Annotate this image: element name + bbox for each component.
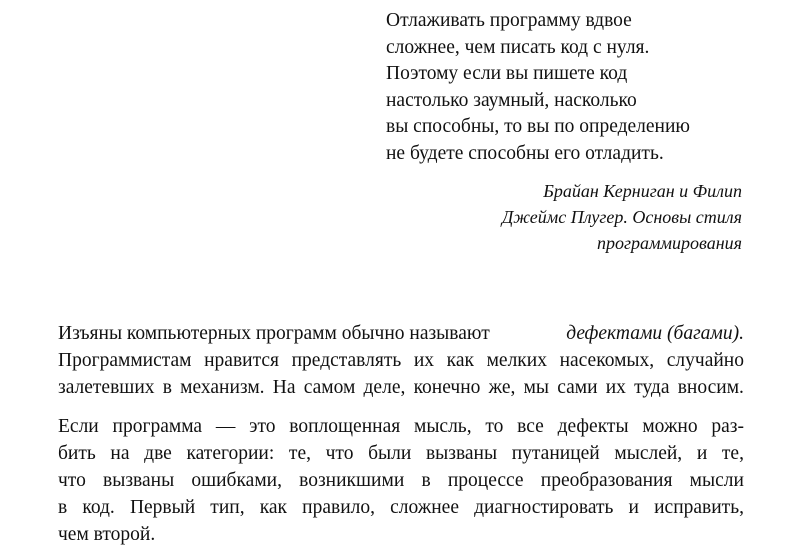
word: вызваны [103,470,175,491]
paragraph-line [58,374,744,401]
word: те, [721,443,744,464]
attribution-line: Джеймс Плугер. Основы стиля [501,207,742,227]
epigraph-line: настолько заумный, насколько [386,89,637,111]
epigraph-line: Отлаживать программу вдвое [386,10,632,31]
word: деле, [363,377,406,398]
epigraph-quote [386,8,786,167]
word: тип, [210,497,245,518]
word: представлять [291,350,402,371]
word: то [485,416,504,437]
attribution-line: Брайан Керниган и Филип [543,181,742,201]
paragraph-line [58,494,744,521]
word: что [325,443,354,464]
word: две [144,443,172,464]
body-text [58,320,744,560]
paragraph-line [58,320,744,347]
epigraph-line: вы способны, то вы по определению [386,116,690,137]
word: вносим. [677,377,744,398]
attribution-line: программирования [597,233,742,253]
word: как [446,350,474,371]
paragraph-text: Изъяны компьютерных программ обычно называют [58,323,490,344]
word: это [249,416,276,437]
paragraph-1 [58,320,744,401]
word: мыслей, [614,443,683,464]
word: механизм. [180,377,265,398]
word: Если [58,416,99,437]
word: в [421,470,431,491]
word: самом [303,377,356,398]
word: в [58,497,68,518]
epigraph-attribution [502,178,742,256]
word: правило, [302,497,375,518]
epigraph-line: не будете способны его отладить. [386,142,664,164]
word: раз- [711,416,744,437]
word: и [628,497,639,518]
word: те, [288,443,311,464]
word: Первый [129,497,196,518]
word: вызваны [425,443,498,464]
word: — [215,416,236,437]
paragraph-line [58,467,744,494]
word: диагностировать [474,497,614,518]
word: путаницей [511,443,600,464]
emphasis-term: дефектами (багами). [566,323,744,344]
word: На [272,377,296,398]
word: сами [557,377,598,398]
word: случайно [666,350,744,371]
word: мелких [486,350,547,371]
word: код. [82,497,115,518]
word: категории: [186,443,275,464]
word: были [368,443,412,464]
word: в [162,377,172,398]
word: процессе [447,470,524,491]
paragraph-line [58,413,744,440]
word: исправить, [654,497,744,518]
word: преобразования [540,470,673,491]
word: Программистам [58,350,192,371]
word: мы [523,377,550,398]
word: что [58,470,86,491]
word: залетевших [58,377,155,398]
paragraph-line [58,440,744,467]
word: ошибками, [191,470,282,491]
word: мысли [689,470,744,491]
word: насекомых, [559,350,655,371]
word: их [413,350,435,371]
epigraph-line: Поэтому если вы пишете код [386,63,628,84]
word: можно [642,416,698,437]
word: все [517,416,544,437]
paragraph-line [58,347,744,374]
word: на [110,443,130,464]
epigraph [386,8,786,167]
word: дефекты [557,416,629,437]
word: мысль, [413,416,472,437]
paragraph-line: чем второй. [58,524,156,545]
word: их [605,377,626,398]
word: воплощенная [289,416,401,437]
epigraph-line: сложнее, чем писать код с нуля. [386,36,650,58]
word: туда [634,377,670,398]
word: же, [488,377,516,398]
word: как [259,497,288,518]
word: нравится [204,350,279,371]
word: конечно [413,377,481,398]
word: возникшими [299,470,405,491]
paragraph-2 [58,413,744,548]
word: программа [112,416,203,437]
word: сложнее [390,497,459,518]
word: бить [58,443,96,464]
word: и [696,443,708,464]
